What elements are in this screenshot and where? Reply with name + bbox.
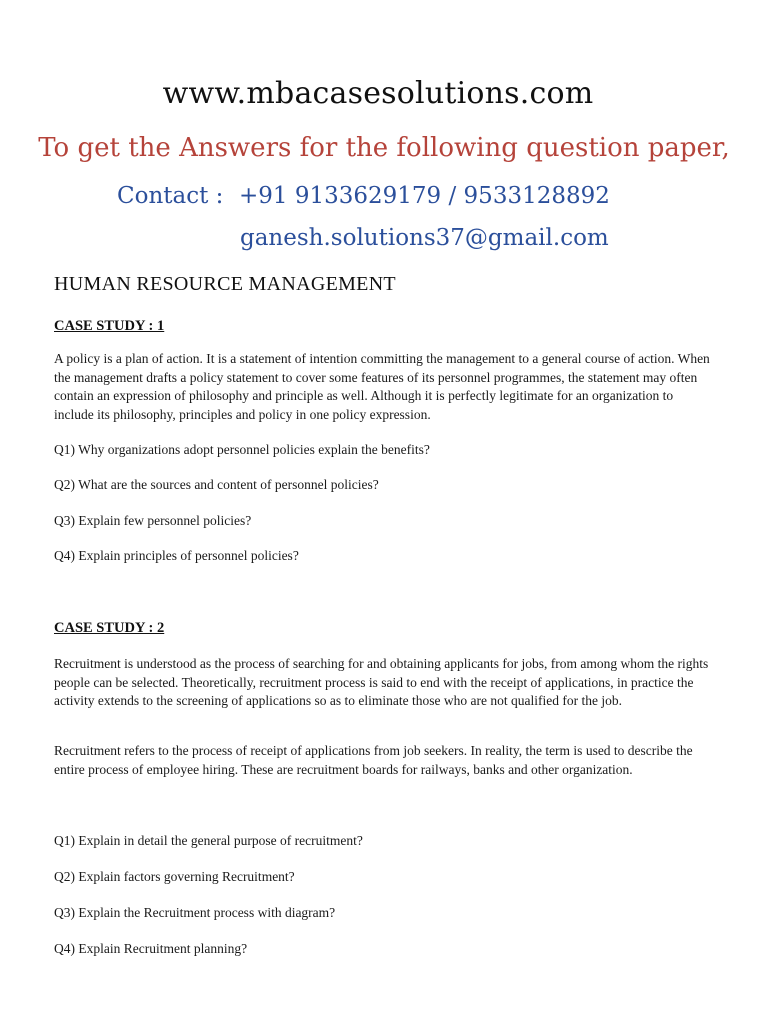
case-study-2-question: Q2) Explain factors governing Recruitment? bbox=[54, 869, 295, 884]
case-study-2-question: Q1) Explain in detail the general purpose of recruitment? bbox=[54, 833, 363, 848]
case-study-2-heading: CASE STUDY : 2 bbox=[54, 620, 165, 636]
case-study-1-paragraph: A policy is a plan of action. It is a statement of intention committing the management to a general course of action. When the management drafts a policy statement to cover some features of its personnel programmes, the statement may often contain an expression of philosophy and principle as well. Although it is perfectly legitimate for an organization to include its philosophy, principles and policy in one policy expression. bbox=[54, 351, 710, 423]
case-study-1-heading: CASE STUDY : 1 bbox=[54, 318, 165, 334]
case-study-2-paragraph: Recruitment is understood as the process of searching for and obtaining applicants for jobs, from among whom the rights people can be selected. Theoretically, recruitment process is said to end with the receipt of applications, in practice the activity extends to the screening of applications so as to eliminate those who are not qualified for the job. bbox=[54, 656, 709, 709]
case-study-1-question: Q4) Explain principles of personnel policies? bbox=[54, 548, 299, 563]
case-study-1-question: Q1) Why organizations adopt personnel policies explain the benefits? bbox=[54, 442, 430, 457]
case-study-2-paragraph: Recruitment refers to the process of receipt of applications from job seekers. In reality, the term is used to describe the entire process of employee hiring. These are recruitment boards for railways, banks and other organization. bbox=[54, 743, 693, 777]
case-study-1-question: Q3) Explain few personnel policies? bbox=[54, 513, 252, 528]
site-url-heading: www.mbacasesolutions.com bbox=[162, 76, 594, 111]
contact-phones-row bbox=[117, 178, 610, 214]
case-study-1-question: Q2) What are the sources and content of personnel policies? bbox=[54, 477, 379, 492]
contact-label: Contact : bbox=[117, 183, 224, 209]
document-title: HUMAN RESOURCE MANAGEMENT bbox=[54, 273, 396, 295]
case-study-2-question: Q4) Explain Recruitment planning? bbox=[54, 941, 248, 956]
contact-email: ganesh.solutions37@gmail.com bbox=[240, 225, 609, 251]
contact-phone-numbers: +91 9133629179 / 9533128892 bbox=[239, 183, 610, 209]
case-study-2-question: Q3) Explain the Recruitment process with diagram? bbox=[54, 905, 336, 920]
answers-cta-line: To get the Answers for the following question paper, bbox=[38, 133, 730, 163]
